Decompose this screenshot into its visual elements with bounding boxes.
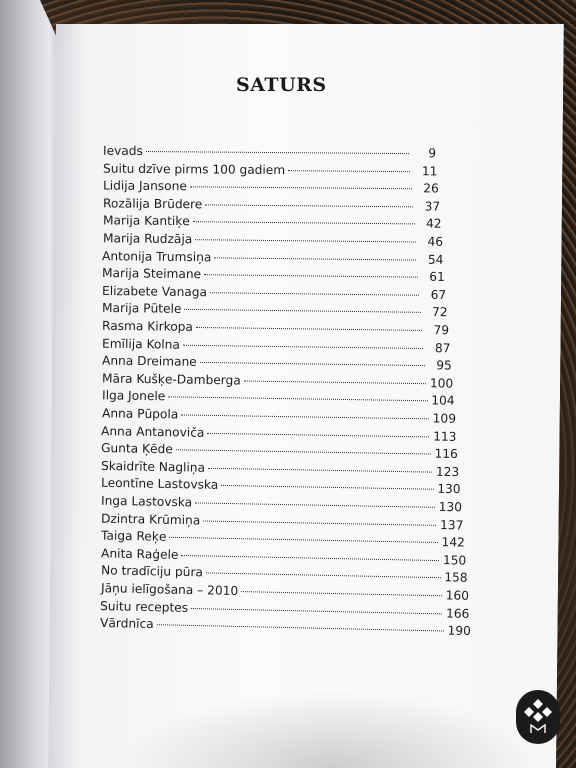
toc-entry-title: Skaidrīte Nagliņa (101, 458, 206, 475)
toc-entry-page-number: 67 (430, 287, 447, 302)
toc-entry-page-number: 54 (428, 252, 444, 267)
dot-leader (205, 573, 440, 579)
toc-entry-title: Elizabete Vanaga (102, 283, 208, 299)
toc-entry-title: Suitu dzīve pirms 100 gadiem (102, 161, 286, 177)
dot-leader (215, 257, 417, 260)
toc-entry-title: Anna Pūpola (101, 406, 178, 422)
dot-leader (208, 468, 432, 473)
dot-leader (288, 170, 410, 172)
dot-leader (168, 397, 427, 402)
toc-entry-title: Anna Antanoviča (101, 423, 205, 440)
toc-entry-page-number: 142 (441, 535, 465, 550)
dot-leader (210, 292, 419, 296)
toc-entry-page-number: 158 (443, 570, 468, 586)
toc-entry-title: Dzintra Krūmiņa (100, 511, 201, 528)
dot-leader (241, 591, 442, 596)
toc-entry-page-number: 130 (437, 482, 461, 497)
toc-entry-page-number: 104 (430, 393, 455, 409)
toc-entry-title: No tradīciju pūra (100, 563, 203, 580)
toc-entry-page-number: 72 (432, 305, 448, 320)
dot-leader (221, 485, 433, 490)
toc-entry-page-number: 150 (442, 552, 467, 568)
dot-leader (204, 274, 418, 277)
toc-entry-page-number: 61 (429, 269, 446, 285)
dot-leader (200, 362, 425, 366)
toc-entry-page-number: 79 (433, 323, 450, 338)
toc-entry-title: Suitu receptes (100, 598, 189, 615)
toc-entry-page-number: 109 (432, 411, 456, 426)
toc-entry-title: Ievads (102, 143, 143, 159)
dot-leader (181, 555, 439, 561)
dot-leader (184, 309, 420, 313)
toc-entry-page-number: 87 (434, 340, 451, 355)
dot-leader (195, 502, 435, 507)
toc-entry-page-number: 11 (421, 163, 438, 178)
toc-entry-title: Rasma Kirkopa (101, 318, 194, 334)
toc-entry-title: Vārdnīca (100, 616, 155, 632)
dot-leader (205, 204, 413, 207)
toc-entry-page-number: 137 (439, 517, 464, 533)
toc-entry-title: Rozālija Brūdere (102, 196, 203, 212)
toc-entry-title: Ilga Jonele (101, 388, 165, 404)
toc-entry-page-number: 9 (428, 146, 437, 161)
toc-entry-page-number: 160 (445, 588, 469, 603)
page-title: SATURS (236, 74, 327, 96)
toc-entry-title: Anita Raģele (100, 546, 179, 562)
dot-leader (176, 449, 431, 454)
dot-leader (208, 432, 430, 437)
toc-entry-page-number: 37 (424, 199, 440, 214)
toc-entry-title: Marija Pūtele (102, 301, 182, 317)
toc-entry-title: Anna Dreimane (101, 353, 197, 370)
toc-entry-page-number: 166 (446, 606, 470, 621)
dot-leader (169, 537, 437, 543)
toc-entry-page-number: 95 (435, 358, 452, 373)
toc-entry-title: Gunta Ķēde (101, 441, 174, 457)
dot-leader (190, 186, 412, 189)
dot-leader (192, 222, 414, 225)
toc-entry-title: Inga Lastovska (100, 493, 193, 510)
dot-leader (243, 380, 425, 384)
toc-entry-title: Marija Rudzāja (102, 231, 192, 247)
toc-entry-title: Jāņu ielīgošana – 2010 (100, 581, 238, 599)
toc-entry-page-number: 26 (423, 181, 439, 196)
toc-entry-title: Leontīne Lastovska (101, 476, 219, 493)
dot-leader (181, 414, 429, 419)
toc-entry-page-number: 190 (447, 623, 472, 639)
toc-entry-page-number: 113 (433, 429, 457, 444)
dot-leader (191, 608, 442, 614)
toc-entry-page-number: 46 (426, 234, 443, 249)
toc-entry-page-number: 42 (425, 216, 442, 232)
toc-entry-title: Taiga Reķe (100, 528, 167, 544)
dot-leader (157, 624, 444, 631)
toc-entry-title: Lidija Jansone (102, 178, 187, 194)
dot-leader (203, 520, 436, 525)
toc-entry-title: Marija Kantiķe (102, 213, 190, 229)
toc-entry-title: Emīlija Kolna (101, 336, 180, 352)
dot-leader (183, 344, 423, 348)
toc-entry-title: Māra Kušķe-Damberga (101, 371, 241, 388)
toc-entry-title: Marija Steimane (102, 266, 202, 282)
toc-entry-page-number: 130 (438, 499, 463, 515)
dot-leader (196, 327, 422, 331)
dot-leader (195, 239, 416, 242)
toc-entry-title: Antonija Trumsiņa (102, 248, 212, 264)
watermark-logo-icon (516, 690, 560, 744)
dot-leader (146, 151, 409, 154)
toc-entry-page-number: 123 (435, 464, 460, 479)
toc-entry-page-number: 116 (434, 446, 459, 462)
toc-entry-page-number: 100 (429, 376, 453, 391)
